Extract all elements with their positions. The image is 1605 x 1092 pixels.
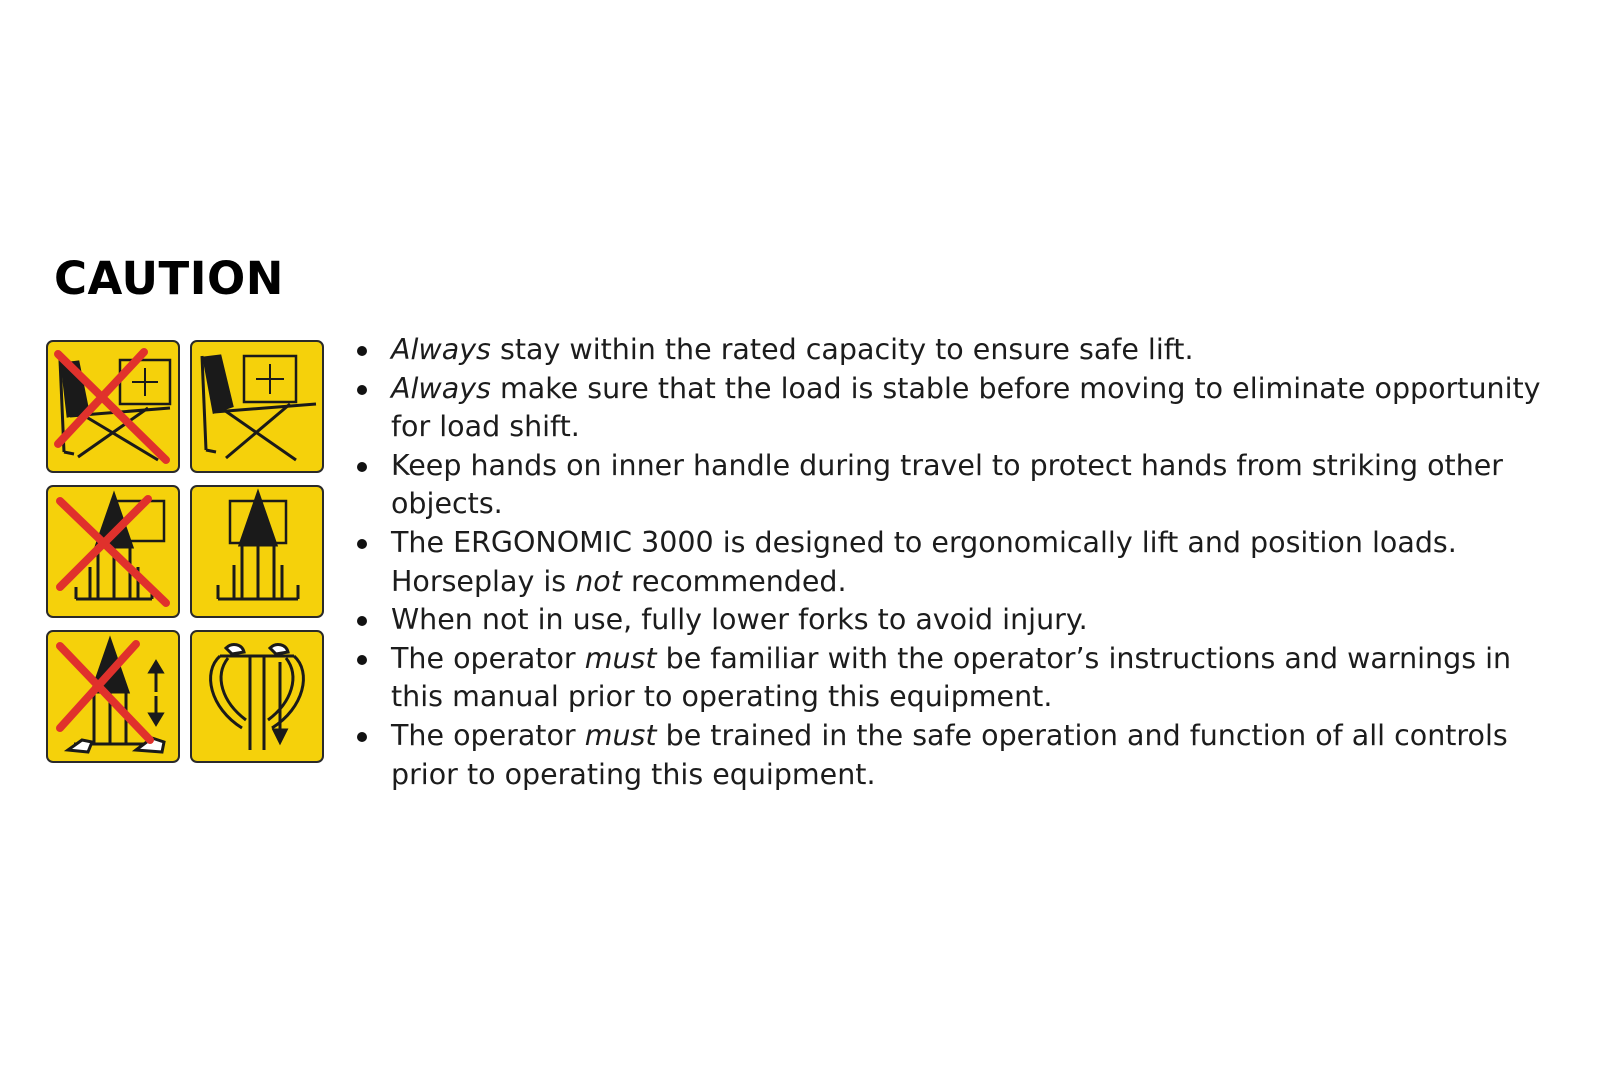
bullet-dot — [357, 462, 367, 472]
bullet-dot — [357, 655, 367, 665]
list-item: Keep hands on inner handle during travel to protect hands from striking other objects. — [357, 447, 1557, 524]
list-item: The operator must be trained in the safe operation and function of all controls prior to operating this equipment. — [357, 717, 1557, 794]
bullet-dot — [357, 539, 367, 549]
bullet-dot — [357, 346, 367, 356]
no-feet-under-forks-icon — [46, 630, 180, 763]
tilted-load-icon — [190, 340, 324, 473]
stable-load-icon — [190, 485, 324, 618]
caution-list — [357, 331, 1557, 794]
no-tilted-load-icon — [46, 340, 180, 473]
caution-heading: CAUTION — [54, 252, 284, 305]
no-unstable-load-icon — [46, 485, 180, 618]
hands-on-inner-handle-icon — [190, 630, 324, 763]
bullet-dot — [357, 616, 367, 626]
safety-pictogram-grid — [46, 340, 328, 764]
list-item: Always make sure that the load is stable before moving to eliminate opportunity for load shift. — [357, 370, 1557, 447]
bullet-dot — [357, 385, 367, 395]
bullet-dot — [357, 732, 367, 742]
list-item: Always stay within the rated capacity to ensure safe lift. — [357, 331, 1557, 370]
list-item: When not in use, fully lower forks to avoid injury. — [357, 601, 1557, 640]
list-item: The operator must be familiar with the operator’s instructions and warnings in this manual prior to operating this equipment. — [357, 640, 1557, 717]
list-item: The ERGONOMIC 3000 is designed to ergonomically lift and position loads. Horseplay is not recommended. — [357, 524, 1557, 601]
